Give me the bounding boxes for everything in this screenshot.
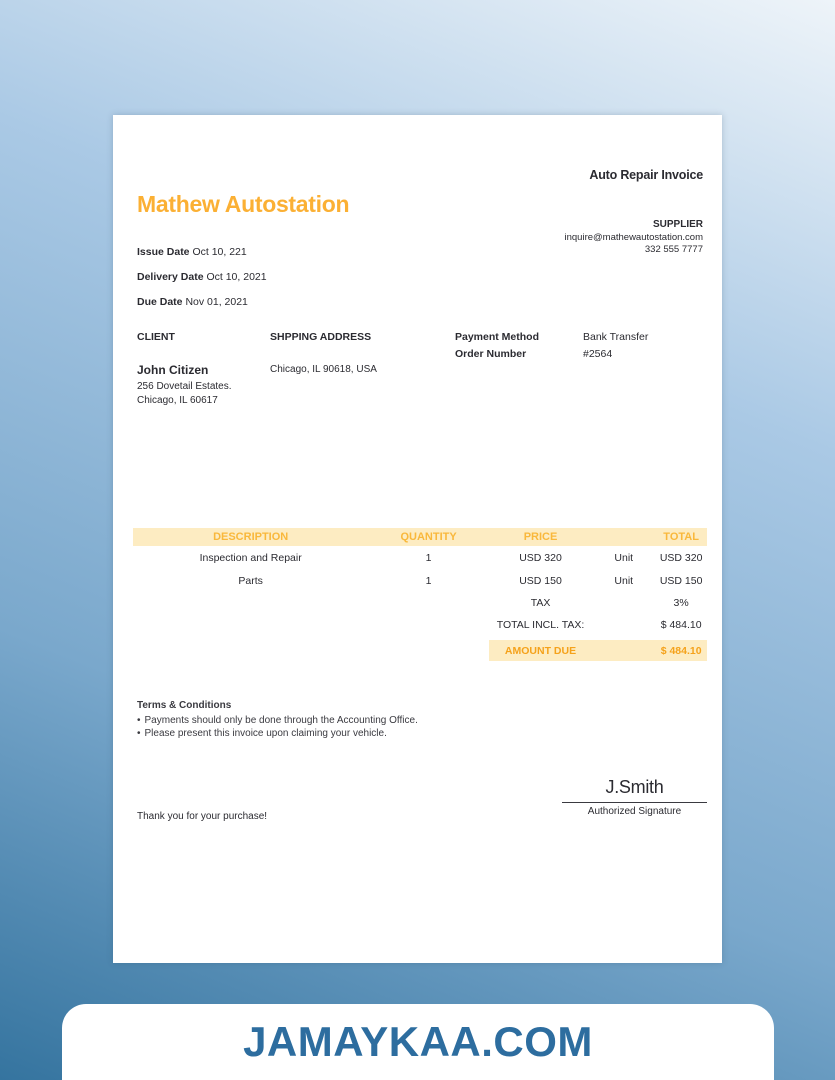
row-description: Inspection and Repair xyxy=(199,551,302,564)
signature-name: J.Smith xyxy=(605,777,664,797)
row-quantity: 1 xyxy=(425,574,432,587)
terms-item-text: Payments should only be done through the Accounting Office. xyxy=(144,714,418,726)
watermark-banner xyxy=(62,1004,774,1080)
row-quantity: 1 xyxy=(425,551,432,564)
terms-section xyxy=(137,699,418,741)
bullet-icon: • xyxy=(137,714,141,726)
client-name: John Citizen xyxy=(137,363,209,377)
payment-values xyxy=(583,331,703,365)
header-description: DESCRIPTION xyxy=(213,531,289,543)
supplier-block xyxy=(565,219,704,257)
row-unit: Unit xyxy=(614,551,634,564)
bullet-icon: • xyxy=(137,728,141,739)
payment-method-label: Payment Method xyxy=(455,331,540,343)
supplier-phone: 332 555 7777 xyxy=(644,244,703,255)
issue-date-row xyxy=(137,246,267,258)
header-total: TOTAL xyxy=(663,531,699,543)
invoice-document xyxy=(113,115,722,963)
due-date-label: Due Date xyxy=(137,296,183,308)
delivery-date-value: Oct 10, 2021 xyxy=(206,271,267,283)
client-label: CLIENT xyxy=(137,331,175,343)
supplier-email: inquire@mathewautostation.com xyxy=(564,231,703,243)
shipping-label: SHPPING ADDRESS xyxy=(270,331,372,343)
issue-date-value: Oct 10, 221 xyxy=(192,246,247,258)
header-quantity: QUANTITY xyxy=(400,531,457,543)
payment-method-value: Bank Transfer xyxy=(583,331,649,343)
shipping-block xyxy=(270,331,450,375)
delivery-date-label: Delivery Date xyxy=(137,271,204,283)
thank-you-note: Thank you for your purchase! xyxy=(137,811,268,822)
client-address-line1: 256 Dovetail Estates. xyxy=(137,381,232,392)
document-title: Auto Repair Invoice xyxy=(589,168,703,182)
order-number-value: #2564 xyxy=(583,348,613,360)
total-incl-tax-row xyxy=(133,614,707,636)
client-address-line2: Chicago, IL 60617 xyxy=(137,395,218,406)
payment-labels xyxy=(455,331,580,365)
table-header-row xyxy=(133,528,707,546)
due-date-row xyxy=(137,296,267,308)
terms-item xyxy=(137,727,418,741)
company-name: Mathew Autostation xyxy=(137,191,350,217)
tax-value: 3% xyxy=(673,597,689,609)
row-total: USD 320 xyxy=(659,551,703,564)
header-price: PRICE xyxy=(523,531,558,543)
total-incl-tax-label: TOTAL INCL. TAX: xyxy=(496,619,585,631)
supplier-label: SUPPLIER xyxy=(652,219,703,230)
client-block xyxy=(137,331,267,408)
client-address xyxy=(137,380,267,408)
signature-block xyxy=(562,777,707,817)
dates-block xyxy=(137,246,267,321)
shipping-address: Chicago, IL 90618, USA xyxy=(270,364,377,375)
total-incl-tax-value: $ 484.10 xyxy=(660,619,702,631)
terms-item-text: Please present this invoice upon claiming your vehicle. xyxy=(144,728,387,739)
delivery-date-row xyxy=(137,271,267,283)
issue-date-label: Issue Date xyxy=(137,246,190,258)
row-total: USD 150 xyxy=(659,574,703,587)
amount-due-label: AMOUNT DUE xyxy=(489,640,592,661)
tax-label: TAX xyxy=(530,597,551,609)
table-row xyxy=(133,546,707,569)
watermark-site-text: JAMAYKAA.COM xyxy=(243,1018,593,1065)
due-date-value: Nov 01, 2021 xyxy=(185,296,248,308)
amount-due-value: $ 484.10 xyxy=(655,640,707,661)
terms-title: Terms & Conditions xyxy=(137,700,232,711)
row-price: USD 150 xyxy=(519,574,562,587)
signature-line xyxy=(562,802,707,803)
line-items-table xyxy=(133,528,707,661)
terms-item xyxy=(137,714,418,728)
table-row xyxy=(133,569,707,592)
row-price: USD 320 xyxy=(519,551,562,564)
tax-row xyxy=(133,592,707,614)
amount-due-row xyxy=(133,640,707,661)
row-unit: Unit xyxy=(614,574,634,587)
row-description: Parts xyxy=(238,574,263,587)
order-number-label: Order Number xyxy=(455,348,527,360)
signature-label: Authorized Signature xyxy=(587,806,682,817)
